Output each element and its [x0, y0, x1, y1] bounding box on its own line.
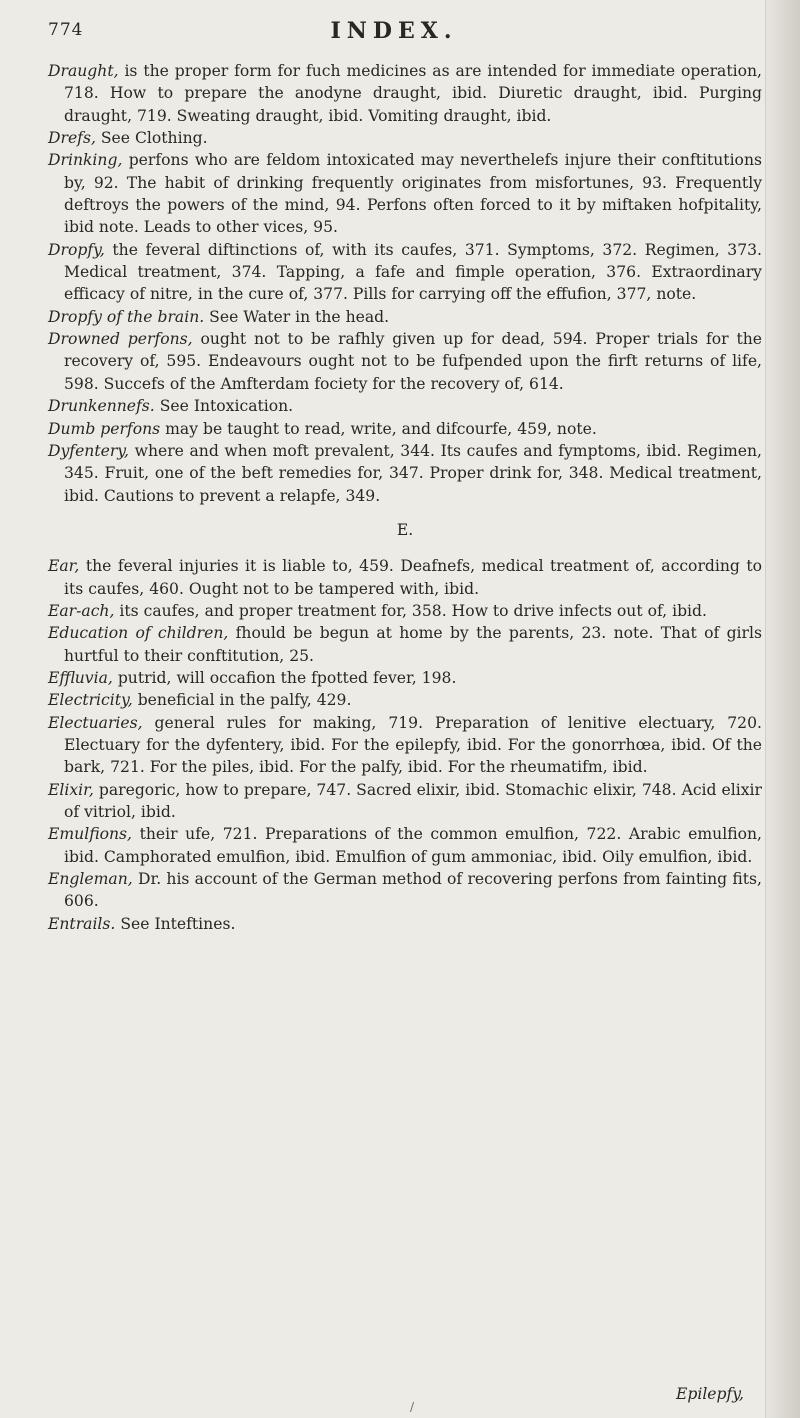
- index-entry: [48, 149, 762, 238]
- entry-heading: Ear,: [48, 557, 80, 576]
- entry-text: putrid, will occafion the fpotted fever, 198.: [112, 668, 457, 687]
- entry-heading: Dumb perfons: [48, 419, 161, 438]
- entry-heading: Dyfentery,: [48, 441, 129, 460]
- entry-text: paregoric, how to prepare, 747. Sacred elixir, ibid. Stomachic elixir, 748. Acid elixir of vitriol, ibid.: [64, 780, 762, 821]
- entry-heading: Education of children,: [48, 624, 229, 643]
- entry-heading: Draught,: [48, 62, 119, 80]
- entry-heading: Dropfy of the brain.: [48, 307, 205, 326]
- index-entry: [48, 328, 762, 395]
- index-body: [48, 60, 762, 935]
- entry-text: their ufe, 721. Preparations of the common emulfion, 722. Arabic emulfion, ibid. Camphorated emulfion, ibid. Emulfion of gum ammoniac, ibid. Oily emulfion, ibid.: [64, 825, 762, 866]
- entry-heading: Entrails.: [48, 914, 116, 933]
- entry-text: See Inteftines.: [115, 914, 236, 933]
- entry-heading: Engleman,: [48, 870, 133, 889]
- entry-text: the feveral injuries it is liable to, 459. Deafnefs, medical treatment of, according to its caufes, 460. Ought not to be tampered with, ibid.: [64, 557, 762, 598]
- index-entry: [48, 913, 762, 935]
- entry-heading: Drunkennefs.: [48, 397, 155, 416]
- entry-heading: Emulfions,: [48, 825, 132, 844]
- catchword: Epilepfy,: [675, 1385, 744, 1403]
- entries-e: [48, 555, 762, 935]
- index-entry: [48, 667, 762, 689]
- entry-heading: Elixir,: [48, 780, 94, 799]
- entry-text: where and when moft prevalent, 344. Its caufes and fymptoms, ibid. Regimen, 345. Fruit, one of the beft remedies for, 347. Proper drink for, 348. Medical treatment, ibid. Cautions to prevent a relapfe, 349.: [64, 441, 762, 505]
- entry-text: beneficial in the palfy, 429.: [132, 691, 352, 710]
- index-entry: [48, 823, 762, 868]
- entry-heading: Drinking,: [48, 151, 123, 170]
- index-entry: [48, 622, 762, 667]
- index-entry: [48, 306, 762, 328]
- entry-text: may be taught to read, write, and difcourfe, 459, note.: [160, 419, 597, 438]
- entry-heading: Electricity,: [48, 691, 133, 710]
- footer-mark: /: [410, 1400, 415, 1414]
- page-edge: [765, 0, 800, 1418]
- entry-heading: Drefs,: [48, 129, 96, 148]
- entry-heading: Ear-ach,: [48, 601, 115, 620]
- index-entry: [48, 418, 762, 440]
- entry-heading: Effluvia,: [48, 668, 113, 687]
- entry-text: the feveral diftinctions of, with its caufes, 371. Symptoms, 372. Regimen, 373. Medical treatment, 374. Tapping, a fafe and fimple operation, 376. Extraordinary efficacy of nitre, in the cure of, 377. Pills for carrying off the effufion, 377, note.: [64, 240, 762, 304]
- index-entry: [48, 395, 762, 417]
- entry-heading: Electuaries,: [48, 713, 143, 732]
- entry-text: its caufes, and proper treatment for, 358. How to drive infects out of, ibid.: [114, 601, 707, 620]
- index-entry: [48, 689, 762, 711]
- entry-text: See Water in the head.: [204, 307, 390, 326]
- index-entry: [48, 712, 762, 779]
- entry-heading: Dropfy,: [48, 240, 105, 259]
- index-entry: [48, 440, 762, 507]
- entry-text: Dr. his account of the German method of recovering perfons from fainting fits, 606.: [64, 870, 762, 911]
- page-number: 774: [48, 20, 84, 40]
- index-entry: [48, 127, 762, 149]
- index-entry: [48, 60, 762, 127]
- entries-d: [48, 60, 762, 507]
- index-entry: [48, 779, 762, 824]
- entry-text: general rules for making, 719. Preparation of lenitive electuary, 720. Electuary for the dyfentery, ibid. For the epilepfy, ibid. For the gonorrhœa, ibid. Of the bark, 721. For the piles, ibid. For the palfy, ibid. For the rheumatifm, ibid.: [64, 713, 762, 777]
- entry-text: fhould be begun at home by the parents, 23. note. That of girls hurtful to their conftitution, 25.: [64, 624, 762, 665]
- entry-text: See Intoxication.: [154, 397, 294, 416]
- index-entry: [48, 868, 762, 913]
- page-header: [48, 18, 740, 48]
- index-entry: [48, 600, 762, 622]
- section-letter-e: E.: [396, 520, 414, 539]
- entry-text: is the proper form for fuch medicines as are intended for immediate operation, 718. How to prepare the anodyne draught, ibid. Diuretic draught, ibid. Purging draught, 719. Sweating draught, ibid. Vomiting draught, ibid.: [64, 62, 762, 125]
- entry-heading: Drowned perfons,: [48, 330, 193, 349]
- entry-text: ought not to be rafhly given up for dead, 594. Proper trials for the recovery of, 595. Endeavours ought not to be fufpended upon the firft returns of life, 598. Succefs of the Amfterdam fociety for the recovery of, 614.: [64, 330, 763, 393]
- entry-text: perfons who are feldom intoxicated may neverthelefs injure their conftitutions by, 92. The habit of drinking frequently originates from misfortunes, 93. Frequently deftroys the powers of the mind, 94. Perfons often forced to it by miftaken hofpitality, ibid note. Leads to other vices, 95.: [64, 151, 762, 237]
- index-entry: [48, 239, 762, 306]
- index-entry: [48, 555, 762, 600]
- entry-text: See Clothing.: [95, 129, 208, 148]
- running-head: INDEX.: [330, 18, 458, 44]
